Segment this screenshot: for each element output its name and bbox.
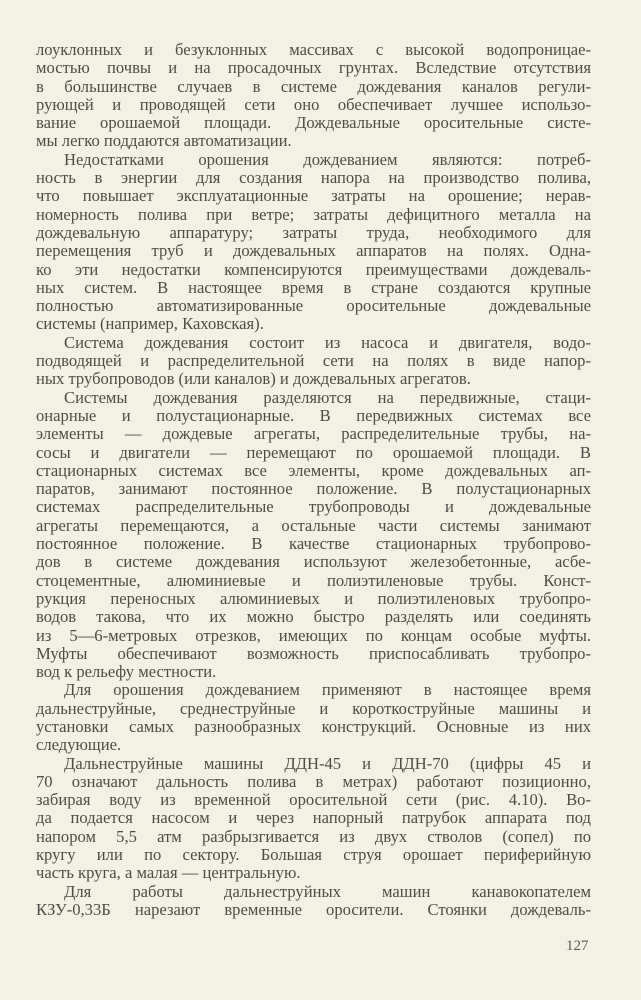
page-body-text <box>36 41 591 919</box>
text-line: да подается насосом и через напорный патрубок аппарата под <box>36 809 591 828</box>
page-number: 127 <box>566 938 589 954</box>
text-line: следующие. <box>36 736 122 755</box>
text-line: Недостатками орошения дождеванием являются: потреб- <box>64 150 591 169</box>
text-line: постоянное положение. В качестве стационарных трубопрово- <box>36 535 591 554</box>
text-line: перемещения труб и дождевальных аппаратов на полях. Одна- <box>36 242 591 261</box>
paragraph <box>36 389 591 682</box>
text-line: агрегаты перемещаются, а остальные части системы занимают <box>36 516 591 535</box>
text-line: Для орошения дождеванием применяют в настоящее время <box>64 681 591 700</box>
paragraph <box>36 151 591 334</box>
text-line: вод к рельефу местности. <box>36 663 217 682</box>
text-line: сосы и двигатели — перемещают по орошаемой площади. В <box>36 443 591 462</box>
paragraph <box>36 883 591 920</box>
text-line: ных систем. В настоящее время в стране создаются крупные <box>36 278 591 297</box>
paragraph <box>36 681 591 754</box>
text-line: в большинстве случаев в системе дождевания каналов регули- <box>36 77 591 96</box>
text-line: кругу или по сектору. Большая струя орошает периферийную <box>36 846 591 865</box>
text-line: из 5—6-метровых отрезков, имеющих по концам особые муфты. <box>36 626 591 645</box>
paragraph <box>36 755 591 883</box>
text-line: Дальнеструйные машины ДДН-45 и ДДН-70 (цифры 45 и <box>64 754 591 773</box>
text-line: Муфты обеспечивают возможность приспосабливать трубопро- <box>36 644 591 663</box>
text-line: лоуклонных и безуклонных массивах с высокой водопроницае- <box>36 41 591 59</box>
text-line: стоцементные, алюминиевые и полиэтиленовые трубы. Конст- <box>36 571 591 590</box>
text-line: Система дождевания состоит из насоса и двигателя, водо- <box>64 333 591 352</box>
text-line: часть круга, а малая — центральную. <box>36 864 301 883</box>
text-line: 70 означают дальность полива в метрах) работают позиционно, <box>36 772 591 791</box>
text-line: забирая воду из временной оросительной сети (рис. 4.10). Во- <box>36 791 591 810</box>
text-line: водов такова, что их можно быстро разделять или соединять <box>36 608 591 627</box>
text-line: стационарных системах все элементы, кроме дождевальных ап- <box>36 461 591 480</box>
text-line: рующей и проводящей сети оно обеспечивает лучшее использо- <box>36 95 591 114</box>
paragraph <box>36 41 591 151</box>
text-line: полностью автоматизированные оросительные дождевальные <box>36 297 591 316</box>
text-line: дов в системе дождевания используют железобетонные, асбе- <box>36 553 591 572</box>
text-line: рукция переносных алюминиевых и полиэтиленовых трубопро- <box>36 589 591 608</box>
text-line: КЗУ-0,33Б нарезают временные оросители. Стоянки дождеваль- <box>36 900 591 919</box>
text-line: мы легко поддаются автоматизации. <box>36 132 292 151</box>
text-line: номерность полива при ветре; затраты дефицитного металла на <box>36 205 591 224</box>
text-line: подводящей и распределительной сети на полях в виде напор- <box>36 352 591 371</box>
text-line: системы (например, Каховская). <box>36 315 264 334</box>
text-line: элементы — дождевые агрегаты, распределительные трубы, на- <box>36 425 591 444</box>
text-line: вание орошаемой площади. Дождевальные оросительные систе- <box>36 114 591 133</box>
text-line: системах распределительные трубопроводы и дождевальные <box>36 498 591 517</box>
text-line: напором 5,5 атм разбрызгивается из двух стволов (сопел) по <box>36 827 591 846</box>
paragraph <box>36 334 591 389</box>
text-line: мостью почвы и на просадочных грунтах. Вследствие отсутствия <box>36 59 591 78</box>
text-line: ность в энергии для создания напора на производство полива, <box>36 169 591 188</box>
text-line: дождевальную аппаратуру; затраты труда, необходимого для <box>36 223 591 242</box>
text-line: дальнеструйные, среднеструйные и короткоструйные машины и <box>36 699 591 718</box>
text-line: паратов, занимают постоянное положение. В полустационарных <box>36 480 591 499</box>
text-line: онарные и полустационарные. В передвижных системах все <box>36 406 591 425</box>
text-line: Системы дождевания разделяются на передвижные, стаци- <box>64 388 591 407</box>
text-line: Для работы дальнеструйных машин канавокопателем <box>64 882 591 901</box>
text-line: что повышает эксплуатационные затраты на орошение; нерав- <box>36 187 591 206</box>
text-line: ко эти недостатки компенсируются преимуществами дождеваль- <box>36 260 591 279</box>
text-line: установки самых разнообразных конструкций. Основные из них <box>36 717 591 736</box>
text-line: ных трубопроводов (или каналов) и дождевальных агрегатов. <box>36 370 471 389</box>
